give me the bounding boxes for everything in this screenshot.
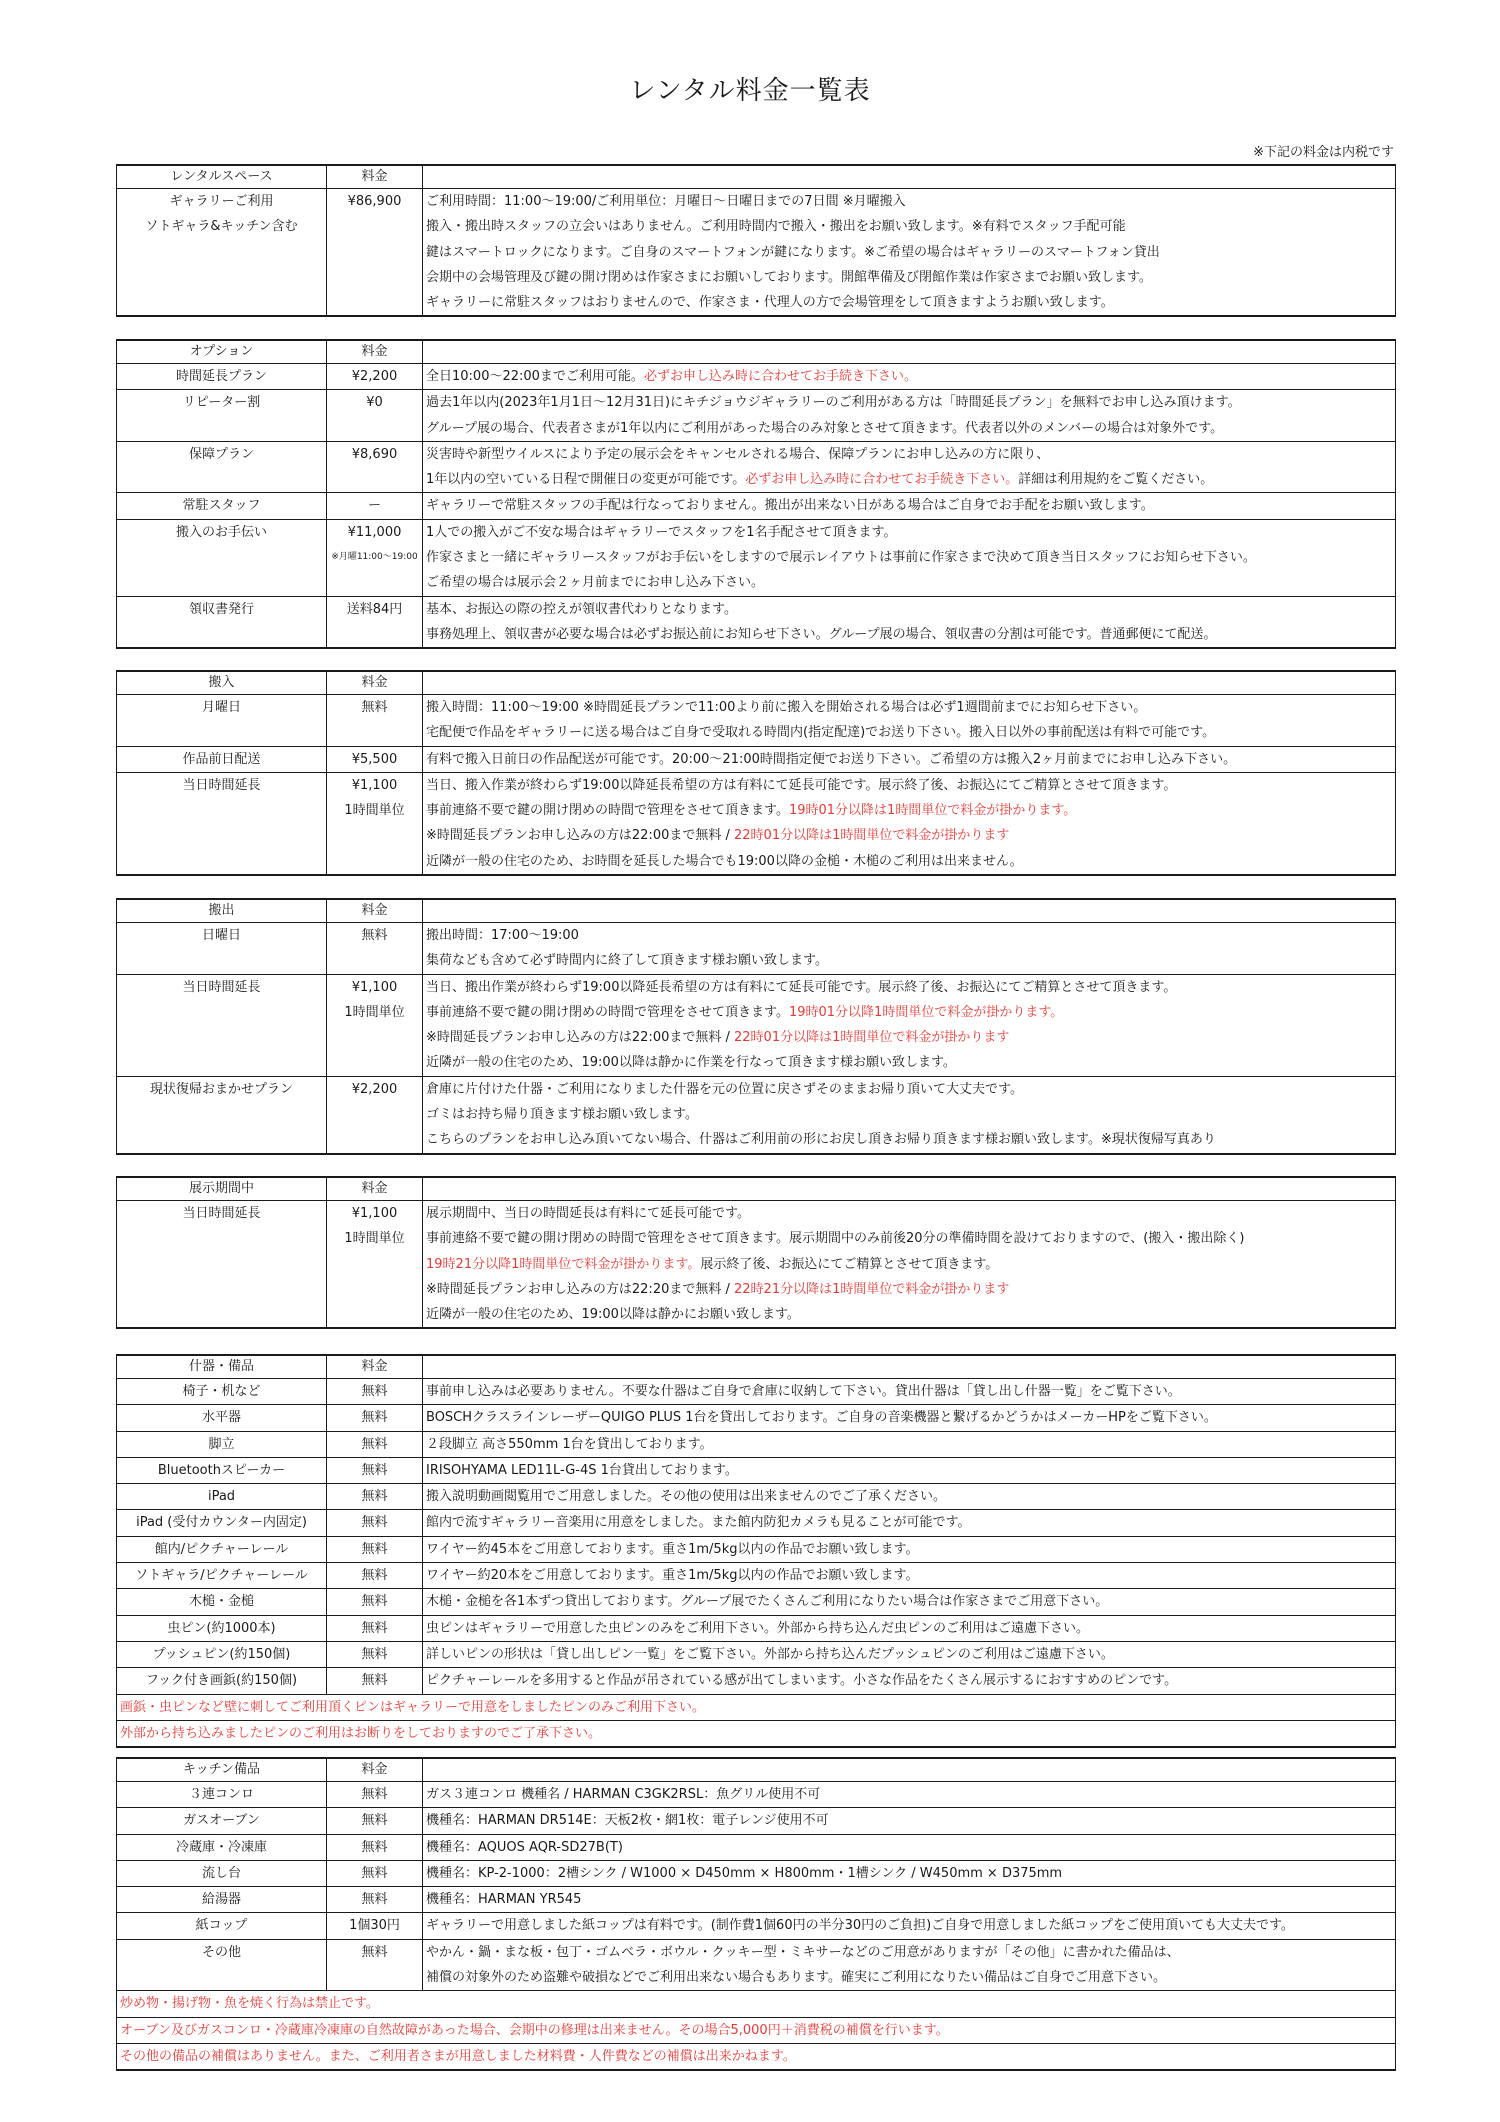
item-name: 当日時間延長	[182, 777, 261, 793]
desc-line: 機種名：AQUOS AQR-SD27B(T)	[426, 1839, 623, 1855]
table-row	[117, 1834, 1396, 1860]
desc-text: ※時間延長プランお申し込みの方は22:00まで無料 /	[426, 828, 735, 844]
desc-text: 展示終了後、お振込にてご精算とさせて頂きます。	[700, 1256, 999, 1272]
tenji-table	[116, 1176, 1396, 1329]
desc-line: ご利用時間：11:00〜19:00/ご利用単位：月曜日〜日曜日までの7日間 ※月曜搬入	[426, 194, 906, 209]
item-name: ギャラリーご利用	[169, 194, 274, 209]
item-name: ３連コンロ	[188, 1787, 254, 1802]
desc-line: ２段脚立 高さ550mm 1台を貸出しております。	[426, 1436, 713, 1452]
item-price: 無料	[361, 1568, 388, 1584]
desc-line: IRISOHYAMA LED11L-G-4S 1台貸出しております。	[426, 1462, 738, 1478]
item-price: ¥5,500	[351, 751, 398, 767]
desc-line: 詳しいピンの形状は「貸し出しピン一覧」をご覧下さい。外部から持ち込んだプッシュピンのご利用はご遠慮下さい。	[426, 1646, 1114, 1662]
desc-line: 倉庫に片付けた什器・ご利用になりました什器を元の位置に戻さずそのままお帰り頂いて大丈夫です。	[426, 1081, 1023, 1097]
item-name: ソトギャラ&キッチン含む	[145, 219, 298, 235]
desc-line: 作家さまと一緒にギャラリースタッフがお手伝いをしますので展示レイアウトは事前に作家さまで決めて頂き当日スタッフにお知らせ下さい。	[426, 550, 1256, 566]
item-price: 無料	[361, 1489, 388, 1505]
header-cell: レンタルスペース	[117, 165, 327, 189]
item-name: 水平器	[201, 1410, 241, 1426]
desc-line: こちらのプランをお申し込み頂いてない場合、什器はご利用前の形にお戻し頂きお帰り頂きます様お願い致します。※現状復帰写真あり	[426, 1132, 1216, 1148]
item-price: ¥86,900	[347, 194, 402, 209]
item-name: 現状復帰おまかせプラン	[149, 1081, 293, 1097]
desc-line: ご希望の場合は展示会２ヶ月前までにお申し込み下さい。	[426, 575, 765, 591]
item-price: 無料	[361, 1594, 388, 1610]
table-row	[117, 1536, 1396, 1562]
item-price: 無料	[361, 1541, 388, 1557]
desc-warning: 22時01分以降は1時間単位で料金が掛かります	[734, 1030, 1010, 1046]
table-row	[117, 1457, 1396, 1483]
desc-line: 有料で搬入日前日の作品配送が可能です。20:00〜21:00時間指定便でお送り下さい。ご希望の方は搬入2ヶ月前までにお申し込み下さい。	[426, 751, 1237, 767]
desc-line: やかん・鍋・まな板・包丁・ゴムベラ・ボウル・クッキー型・ミキサーなどのご用意がありますが「その他」に書かれた備品は、	[426, 1944, 1180, 1960]
item-name: iPad (受付カウンター内固定)	[136, 1515, 307, 1531]
price-note: ※月曜11:00〜19:00	[331, 552, 418, 563]
desc-line: 宅配便で作品をギャラリーに送る場合はご自身で受取れる時間内(指定配達)でお送り下さい。搬入日以外の事前配送は有料で可能です。	[426, 725, 1216, 741]
table-row	[117, 390, 1396, 442]
desc-text: 全日10:00〜22:00までご利用可能。	[426, 369, 644, 384]
item-price: ¥11,000	[347, 524, 402, 540]
item-price: ¥1,100	[351, 777, 398, 793]
desc-line: 機種名：HARMAN DR514E：天板2枚・網1枚：電子レンジ使用不可	[426, 1813, 829, 1829]
desc-line: 木槌・金槌を各1本ずつ貸出しております。グループ展でたくさんご利用になりたい場合は作家さまでご用意下さい。	[426, 1594, 1109, 1610]
note-line: その他の備品の補償はありません。また、ご利用者さまが用意しました材料費・人件費などの補償は出来かねます。	[120, 2048, 796, 2064]
item-price: 無料	[361, 1892, 388, 1908]
desc-warning: 19時01分以降は1時間単位で料金が掛かります。	[788, 803, 1077, 819]
table-row	[117, 923, 1396, 975]
item-name: リピーター割	[182, 395, 261, 411]
desc-warning: 必ずお申し込み時に合わせてお手続き下さい。	[643, 369, 917, 384]
desc-text: 事前連絡不要で鍵の開け閉めの時間で管理をさせて頂きます。	[426, 1004, 789, 1020]
note-line: 炒め物・揚げ物・魚を焼く行為は禁止です。	[120, 1996, 379, 2012]
desc-line: 近隣が一般の住宅のため、19:00以降は静かにお願い致します。	[426, 1307, 800, 1323]
header-cell: 料金	[327, 165, 423, 189]
item-price: 送料84円	[346, 601, 403, 617]
item-name: 搬入のお手伝い	[175, 524, 267, 540]
desc-line: 当日、搬出作業が終わらず19:00以降延長希望の方は有料にて延長可能です。展示終了後、お振込にてご精算とさせて頂きます。	[426, 979, 1177, 995]
desc-warning: 19時01分以降1時間単位で料金が掛かります。	[788, 1004, 1064, 1020]
table-row	[117, 1913, 1396, 1939]
item-name: ガスオーブン	[183, 1813, 260, 1829]
desc-line: 過去1年以内(2023年1月1日〜12月31日)にキチジョウジギャラリーのご利用がある方は「時間延長プラン」を無料でお申し込み頂けます。	[426, 395, 1241, 411]
desc-line: 館内で流すギャラリー音楽用に用意をしました。また館内防犯カメラも見ることが可能です。	[426, 1515, 971, 1531]
notes-row	[117, 2043, 1396, 2070]
item-name: ソトギャラ/ピクチャーレール	[135, 1568, 308, 1584]
item-price: ¥1,100	[351, 979, 398, 995]
item-name: 流し台	[201, 1865, 241, 1881]
desc-line: ガス３連コンロ 機種名 / HARMAN C3GK2RSL：魚グリル使用不可	[426, 1787, 821, 1802]
tax-note: ※下記の料金は内税です	[1253, 145, 1394, 160]
table-row	[117, 364, 1396, 390]
desc-line: グループ展の場合、代表者さまが1年以内にご利用があった場合のみ対象とさせて頂きます。代表者以外のメンバーの場合は対象外です。	[426, 420, 1224, 436]
desc-warning: 22時21分以降は1時間単位で料金が掛かります	[734, 1281, 1010, 1297]
price-unit: 1時間単位	[344, 803, 405, 819]
desc-line: 近隣が一般の住宅のため、お時間を延長した場合でも19:00以降の金槌・木槌のご利用は出来ません。	[426, 853, 1023, 869]
item-price: 無料	[361, 1515, 388, 1531]
item-price: 無料	[361, 700, 388, 715]
table-row	[117, 1808, 1396, 1834]
item-price: ¥2,200	[351, 1081, 398, 1097]
item-price: 無料	[361, 1646, 388, 1662]
item-price: ¥8,690	[351, 446, 398, 462]
desc-line: 会期中の会場管理及び鍵の開け閉めは作家さまにお願いしております。開館準備及び閉館作業は作家さまでお願い致します。	[426, 269, 1152, 285]
desc-line: 事前申し込みは必要ありません。不要な什器はご自身で倉庫に収納して下さい。貸出什器は「貸し出し什器一覧」をご覧下さい。	[426, 1384, 1181, 1399]
desc-line: 搬入時間：11:00〜19:00 ※時間延長プランで11:00より前に搬入を開始される場合は必ず1週間前までにお知らせ下さい。	[426, 700, 1147, 715]
header-cell: 展示期間中	[117, 1177, 327, 1201]
desc-text: 詳細は利用規約をご覧ください。	[1018, 472, 1214, 488]
table-row	[117, 1939, 1396, 1991]
table-row	[117, 1405, 1396, 1431]
table-row	[117, 746, 1396, 772]
notes-row	[117, 1720, 1396, 1747]
item-name: 木槌・金槌	[188, 1594, 254, 1610]
desc-line: 1人での搬入がご不安な場合はギャラリーでスタッフを1名手配させて頂きます。	[426, 524, 897, 540]
item-price: 無料	[361, 1673, 388, 1689]
table-row	[117, 1510, 1396, 1536]
desc-line: 搬入説明動画閲覧用でご用意しました。その他の使用は出来ませんのでご了承ください。	[426, 1489, 947, 1505]
item-price: 無料	[361, 1436, 388, 1452]
item-name: 作品前日配送	[182, 751, 261, 767]
header-cell: 搬入	[117, 671, 327, 695]
item-name: 冷蔵庫・冷凍庫	[175, 1839, 267, 1855]
item-price: 無料	[361, 1787, 388, 1802]
hannyu-table	[116, 670, 1396, 876]
table-row	[117, 189, 1396, 317]
table-row	[117, 1887, 1396, 1913]
option-table	[116, 339, 1396, 649]
table-row	[117, 772, 1396, 875]
desc-line: 補償の対象外のため盗難や破損などでご利用出来ない場合もあります。確実にご利用になりたい備品はご自身でご用意下さい。	[426, 1970, 1166, 1986]
desc-warning: 19時21分以降1時間単位で料金が掛かります。	[426, 1256, 701, 1272]
item-name: 月曜日	[201, 700, 241, 715]
header-cell: 料金	[327, 899, 423, 923]
juki-table	[116, 1354, 1396, 1748]
table-row	[117, 1563, 1396, 1589]
item-name: プッシュピン(約150個)	[152, 1646, 291, 1662]
price-unit: 1時間単位	[344, 1231, 405, 1247]
item-price: 無料	[361, 1944, 388, 1960]
header-cell: キッチン備品	[117, 1758, 327, 1782]
desc-line: ギャラリーで常駐スタッフの手配は行なっておりません。搬出が出来ない日がある場合はご自身でお手配をお願い致します。	[426, 498, 1154, 514]
rental-table	[116, 164, 1396, 317]
desc-line: ギャラリーで用意しました紙コップは有料です。(制作費1個60円の半分30円のご負担)ご自身で用意しました紙コップをご使用頂いても大丈夫です。	[426, 1918, 1294, 1934]
item-price: 無料	[361, 1865, 388, 1881]
item-price: 無料	[361, 1839, 388, 1855]
item-name: iPad	[207, 1489, 236, 1505]
item-name: 領収書発行	[188, 601, 254, 617]
page-title: レンタル料金一覧表	[629, 76, 871, 106]
item-price: 無料	[361, 928, 388, 943]
table-row	[117, 1076, 1396, 1153]
header-cell: 料金	[327, 1758, 423, 1782]
notes-row	[117, 1991, 1396, 2017]
item-name: その他	[201, 1944, 241, 1960]
desc-line: ワイヤー約20本をご用意しております。重さ1m/5kg以内の作品でお願い致します。	[426, 1568, 919, 1584]
desc-line: 当日、搬入作業が終わらず19:00以降延長希望の方は有料にて延長可能です。展示終了後、お振込にてご精算とさせて頂きます。	[426, 777, 1177, 793]
desc-line: 近隣が一般の住宅のため、19:00以降は静かに作業を行なって頂きます様お願い致します。	[426, 1055, 956, 1071]
item-price: ¥2,200	[351, 369, 398, 384]
desc-line: ギャラリーに常駐スタッフはおりませんので、作家さま・代理人の方で会場管理をして頂きますようお願い致します。	[426, 295, 1114, 311]
item-price: 無料	[361, 1462, 388, 1478]
desc-line: 搬出時間：17:00〜19:00	[426, 928, 579, 943]
desc-line: 搬入・搬出時スタッフの立会いはありません。ご利用時間内で搬入・搬出をお願い致します。※有料でスタッフ手配可能	[426, 219, 1126, 235]
desc-line: 展示期間中、当日の時間延長は有料にて延長可能です。	[426, 1206, 750, 1221]
notes-row	[117, 1694, 1396, 1720]
item-name: 虫ピン(約1000本)	[167, 1620, 276, 1636]
desc-text: ※時間延長プランお申し込みの方は22:00まで無料 /	[426, 1030, 735, 1046]
desc-text: 1年以内の空いている日程で開催日の変更が可能です。	[426, 472, 746, 488]
desc-line: 鍵はスマートロックになります。ご自身のスマートフォンが鍵になります。※ご希望の場合はギャラリーのスマートフォン貸出	[426, 244, 1160, 260]
item-price: 1個30円	[349, 1918, 400, 1934]
table-row	[117, 974, 1396, 1076]
desc-line: 虫ピンはギャラリーで用意した虫ピンのみをご利用下さい。外部から持ち込んだ虫ピンのご利用はご遠慮下さい。	[426, 1620, 1090, 1636]
header-cell: 搬出	[117, 899, 327, 923]
desc-line: ピクチャーレールを多用すると作品が吊されている感が出てしまいます。小さな作品をたくさん展示するにおすすめのピンです。	[426, 1673, 1178, 1689]
header-cell: 什器・備品	[117, 1355, 327, 1379]
table-row	[117, 1201, 1396, 1329]
item-price: 無料	[361, 1410, 388, 1426]
item-name: 常駐スタッフ	[182, 498, 261, 514]
item-name: 脚立	[208, 1436, 235, 1452]
table-row	[117, 1589, 1396, 1615]
item-name: 椅子・机など	[182, 1384, 261, 1399]
desc-warning: 必ずお申し込み時に合わせてお手続き下さい。	[745, 472, 1019, 488]
item-price: 無料	[361, 1620, 388, 1636]
desc-line: ゴミはお持ち帰り頂きます様お願い致します。	[426, 1107, 698, 1123]
table-row	[117, 1615, 1396, 1641]
desc-line: BOSCHクラスラインレーザーQUIGO PLUS 1台を貸出しております。ご自身の音楽機器と繋げるかどうかはメーカーHPをご覧下さい。	[426, 1410, 1217, 1426]
note-line: 画鋲・虫ピンなど壁に刺してご利用頂くピンはギャラリーで用意をしましたピンのみご利用下さい。	[120, 1699, 706, 1715]
desc-line: 事前連絡不要で鍵の開け閉めの時間で管理をさせて頂きます。展示期間中のみ前後20分の準備時間を設けておりますので、(搬入・搬出除く)	[426, 1231, 1245, 1247]
table-row	[117, 1431, 1396, 1457]
item-price: ¥1,100	[351, 1206, 398, 1221]
item-name: Bluetoothスピーカー	[157, 1462, 286, 1478]
item-price: ー	[367, 498, 381, 514]
table-row	[117, 519, 1396, 596]
table-row	[117, 1782, 1396, 1808]
item-name: 当日時間延長	[182, 1206, 261, 1221]
item-name: 給湯器	[201, 1892, 241, 1908]
item-name: 日曜日	[201, 928, 241, 943]
desc-line: ワイヤー約45本をご用意しております。重さ1m/5kg以内の作品でお願い致します。	[426, 1541, 919, 1557]
desc-line: 集荷なども含めて必ず時間内に終了して頂きます様お願い致します。	[426, 953, 828, 969]
item-price: ¥0	[366, 395, 383, 411]
item-name: 保障プラン	[188, 446, 254, 462]
desc-text: 事前連絡不要で鍵の開け閉めの時間で管理をさせて頂きます。	[426, 803, 789, 819]
desc-line: 機種名：KP-2-1000：2槽シンク / W1000 × D450mm × H800mm・1槽シンク / W450mm × D375mm	[426, 1865, 1063, 1881]
note-line: 外部から持ち込みましたピンのご利用はお断りをしておりますのでご了承下さい。	[120, 1725, 602, 1741]
header-cell: 料金	[327, 340, 423, 364]
item-price: 無料	[361, 1813, 388, 1829]
table-row	[117, 493, 1396, 519]
desc-line: 災害時や新型ウイルスにより予定の展示会をキャンセルされる場合、保障プランにお申し込みの方に限り、	[426, 446, 1050, 462]
desc-line: 機種名：HARMAN YR545	[426, 1892, 582, 1908]
table-row	[117, 1668, 1396, 1694]
table-row	[117, 441, 1396, 493]
desc-text: ※時間延長プランお申し込みの方は22:20まで無料 /	[426, 1281, 735, 1297]
item-name: 当日時間延長	[182, 979, 261, 995]
desc-warning: 22時01分以降は1時間単位で料金が掛かります	[734, 828, 1010, 844]
header-cell: 料金	[327, 1355, 423, 1379]
item-name: 館内/ピクチャーレール	[154, 1541, 289, 1557]
desc-line: 事務処理上、領収書が必要な場合は必ずお振込前にお知らせ下さい。グループ展の場合、領収書の分割は可能です。普通郵便にて配送。	[426, 626, 1217, 642]
item-name: 紙コップ	[195, 1918, 248, 1934]
table-row	[117, 1641, 1396, 1667]
desc-line: 基本、お振込の際の控えが領収書代わりとなります。	[426, 601, 737, 617]
note-line: オーブン及びガスコンロ・冷蔵庫冷凍庫の自然故障があった場合、会期中の修理は出来ません。その場合5,000円＋消費税の補償を行います。	[120, 2022, 949, 2038]
item-name: フック付き画鋲(約150個)	[145, 1673, 298, 1689]
table-row	[117, 1379, 1396, 1405]
table-row	[117, 596, 1396, 648]
header-cell: オプション	[117, 340, 327, 364]
item-name: 時間延長プラン	[175, 369, 267, 384]
table-row	[117, 1860, 1396, 1886]
price-unit: 1時間単位	[344, 1004, 405, 1020]
table-row	[117, 695, 1396, 747]
notes-row	[117, 2017, 1396, 2043]
kitchen-table	[116, 1757, 1396, 2071]
hanshutsu-table	[116, 898, 1396, 1155]
table-row	[117, 1484, 1396, 1510]
header-cell: 料金	[327, 1177, 423, 1201]
item-price: 無料	[361, 1384, 388, 1399]
header-cell: 料金	[327, 671, 423, 695]
